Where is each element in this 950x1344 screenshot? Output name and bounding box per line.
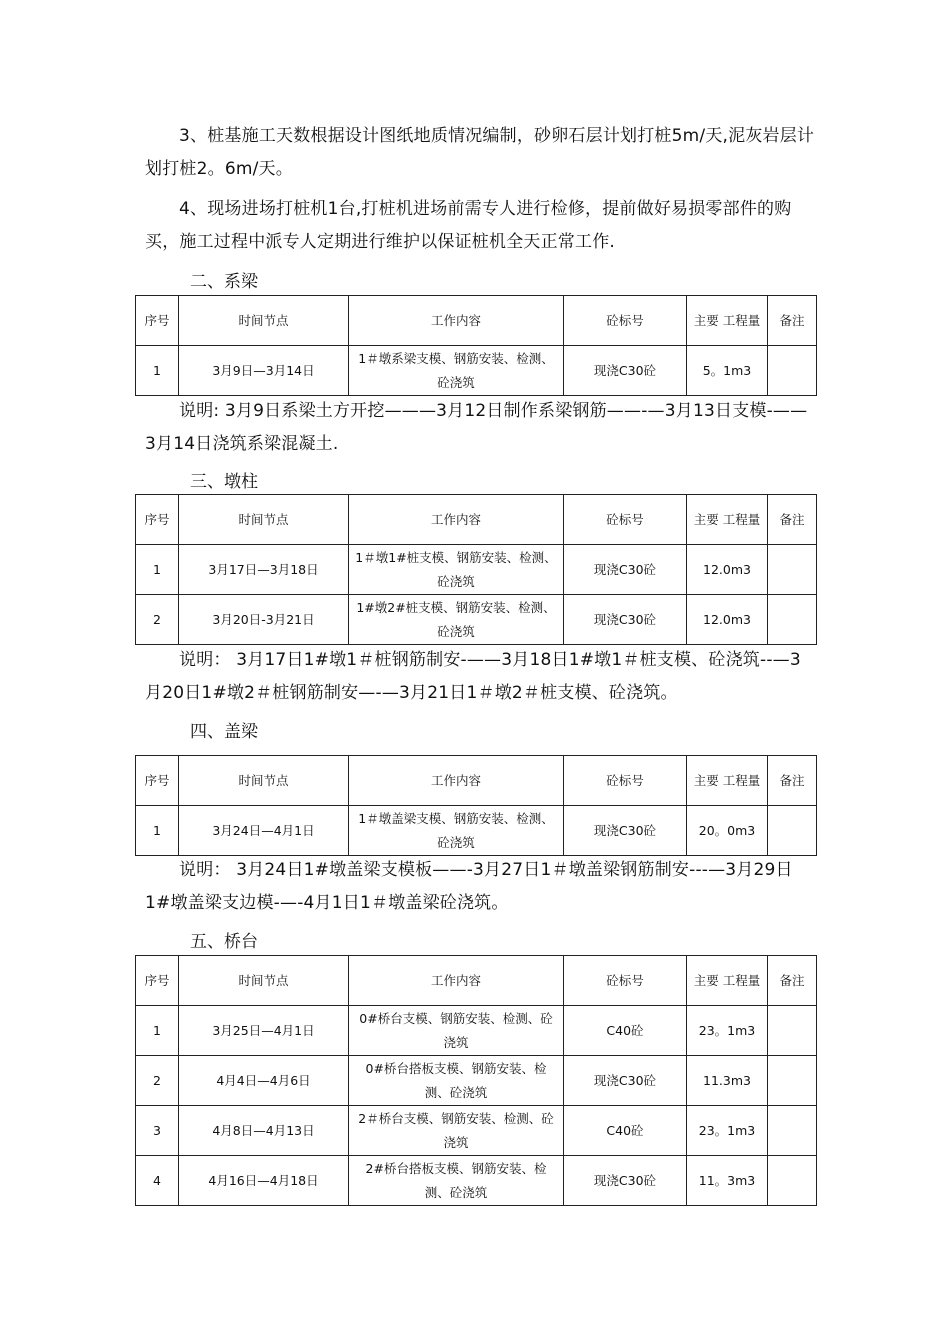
header-time: 时间节点 <box>179 495 349 545</box>
cell-qty: 12.0m3 <box>687 545 768 595</box>
header-qty: 主要 工程量 <box>687 495 768 545</box>
cell-qty: 20。0m3 <box>687 806 768 856</box>
cell-content: 0#桥台支模、钢筋安装、检测、砼浇筑 <box>349 1006 564 1056</box>
cell-note <box>768 1156 817 1206</box>
cell-qty: 11。3m3 <box>687 1156 768 1206</box>
schedule-table-tie-beam <box>135 295 817 396</box>
cell-grade: 现浇C30砼 <box>564 346 687 396</box>
header-qty: 主要 工程量 <box>687 956 768 1006</box>
cell-seq: 3 <box>136 1106 179 1156</box>
cell-content: 0#桥台搭板支模、钢筋安装、检测、砼浇筑 <box>349 1056 564 1106</box>
table-row <box>136 1006 817 1056</box>
cell-qty: 23。1m3 <box>687 1106 768 1156</box>
cell-qty: 12.0m3 <box>687 595 768 645</box>
cell-grade: 现浇C30砼 <box>564 806 687 856</box>
cell-qty: 11.3m3 <box>687 1056 768 1106</box>
cell-content: 2＃桥台支模、钢筋安装、检测、砼浇筑 <box>349 1106 564 1156</box>
cell-grade: 现浇C30砼 <box>564 1156 687 1206</box>
cell-seq: 1 <box>136 346 179 396</box>
cell-time: 3月9日—3月14日 <box>179 346 349 396</box>
schedule-table-abutment <box>135 955 817 1206</box>
cell-qty: 5。1m3 <box>687 346 768 396</box>
cell-seq: 4 <box>136 1156 179 1206</box>
schedule-table-pier-column <box>135 494 817 645</box>
table-row <box>136 346 817 396</box>
cell-content: 1＃墩系梁支模、钢筋安装、检测、砼浇筑 <box>349 346 564 396</box>
cell-time: 4月4日—4月6日 <box>179 1056 349 1106</box>
cell-time: 3月17日—3月18日 <box>179 545 349 595</box>
header-note: 备注 <box>768 756 817 806</box>
cell-note <box>768 545 817 595</box>
header-content: 工作内容 <box>349 296 564 346</box>
section-heading-cap-beam: 四、盖梁 <box>190 722 258 742</box>
cell-content: 2#桥台搭板支模、钢筋安装、检测、砼浇筑 <box>349 1156 564 1206</box>
table-row <box>136 806 817 856</box>
cell-seq: 1 <box>136 806 179 856</box>
cell-grade: 现浇C30砼 <box>564 1056 687 1106</box>
header-grade: 砼标号 <box>564 495 687 545</box>
cell-qty: 23。1m3 <box>687 1006 768 1056</box>
table-row <box>136 1056 817 1106</box>
header-note: 备注 <box>768 956 817 1006</box>
header-note: 备注 <box>768 296 817 346</box>
header-time: 时间节点 <box>179 956 349 1006</box>
section-heading-pier-column: 三、墩柱 <box>190 472 258 492</box>
cell-note <box>768 1006 817 1056</box>
cell-time: 3月24日—4月1日 <box>179 806 349 856</box>
cell-grade: 现浇C30砼 <box>564 595 687 645</box>
cell-time: 3月25日—4月1日 <box>179 1006 349 1056</box>
header-grade: 砼标号 <box>564 296 687 346</box>
cell-note <box>768 1056 817 1106</box>
paragraph-pile-machine: 4、现场进场打桩机1台,打桩机进场前需专人进行检修，提前做好易损零部件的购买，施工过程中派专人定期进行维护以保证桩机全天正常工作. <box>145 199 792 252</box>
header-seq: 序号 <box>136 495 179 545</box>
table-row <box>136 595 817 645</box>
cell-time: 4月16日—4月18日 <box>179 1156 349 1206</box>
table-header-row <box>136 756 817 806</box>
cell-grade: C40砼 <box>564 1006 687 1056</box>
header-time: 时间节点 <box>179 756 349 806</box>
cell-time: 4月8日—4月13日 <box>179 1106 349 1156</box>
table-header-row <box>136 956 817 1006</box>
header-qty: 主要 工程量 <box>687 756 768 806</box>
header-seq: 序号 <box>136 956 179 1006</box>
section-heading-tie-beam: 二、系梁 <box>190 272 258 292</box>
paragraph-pile-days: 3、桩基施工天数根据设计图纸地质情况编制，砂卵石层计划打桩5m/天,泥灰岩层计划打桩2。6m/天。 <box>145 126 815 179</box>
cell-note <box>768 346 817 396</box>
header-content: 工作内容 <box>349 495 564 545</box>
section-heading-abutment: 五、桥台 <box>190 932 258 952</box>
cell-seq: 1 <box>136 545 179 595</box>
header-content: 工作内容 <box>349 756 564 806</box>
cell-grade: 现浇C30砼 <box>564 545 687 595</box>
schedule-table-cap-beam <box>135 755 817 856</box>
note-cap-beam: 说明： 3月24日1#墩盖梁支模板——-3月27日1＃墩盖梁钢筋制安---—3月29日1#墩盖梁支边模-—-4月1日1＃墩盖梁砼浇筑。 <box>145 860 793 913</box>
cell-note <box>768 1106 817 1156</box>
cell-content: 1#墩2#桩支模、钢筋安装、检测、砼浇筑 <box>349 595 564 645</box>
header-seq: 序号 <box>136 756 179 806</box>
table-row <box>136 1106 817 1156</box>
cell-seq: 1 <box>136 1006 179 1056</box>
header-content: 工作内容 <box>349 956 564 1006</box>
header-qty: 主要 工程量 <box>687 296 768 346</box>
cell-content: 1＃墩盖梁支模、钢筋安装、检测、砼浇筑 <box>349 806 564 856</box>
cell-note <box>768 806 817 856</box>
cell-seq: 2 <box>136 1056 179 1106</box>
table-row <box>136 1156 817 1206</box>
note-pier-column: 说明： 3月17日1#墩1＃桩钢筋制安-——3月18日1#墩1＃桩支模、砼浇筑--—3月20日1#墩2＃桩钢筋制安—-—3月21日1＃墩2＃桩支模、砼浇筑。 <box>145 650 801 703</box>
table-row <box>136 545 817 595</box>
cell-seq: 2 <box>136 595 179 645</box>
cell-note <box>768 595 817 645</box>
header-note: 备注 <box>768 495 817 545</box>
note-tie-beam: 说明: 3月9日系梁土方开挖———3月12日制作系梁钢筋——-—3月13日支模-——3月14日浇筑系梁混凝土. <box>145 401 808 454</box>
cell-time: 3月20日-3月21日 <box>179 595 349 645</box>
header-grade: 砼标号 <box>564 956 687 1006</box>
header-grade: 砼标号 <box>564 756 687 806</box>
cell-content: 1＃墩1#桩支模、钢筋安装、检测、砼浇筑 <box>349 545 564 595</box>
table-header-row <box>136 296 817 346</box>
header-time: 时间节点 <box>179 296 349 346</box>
cell-grade: C40砼 <box>564 1106 687 1156</box>
table-header-row <box>136 495 817 545</box>
header-seq: 序号 <box>136 296 179 346</box>
